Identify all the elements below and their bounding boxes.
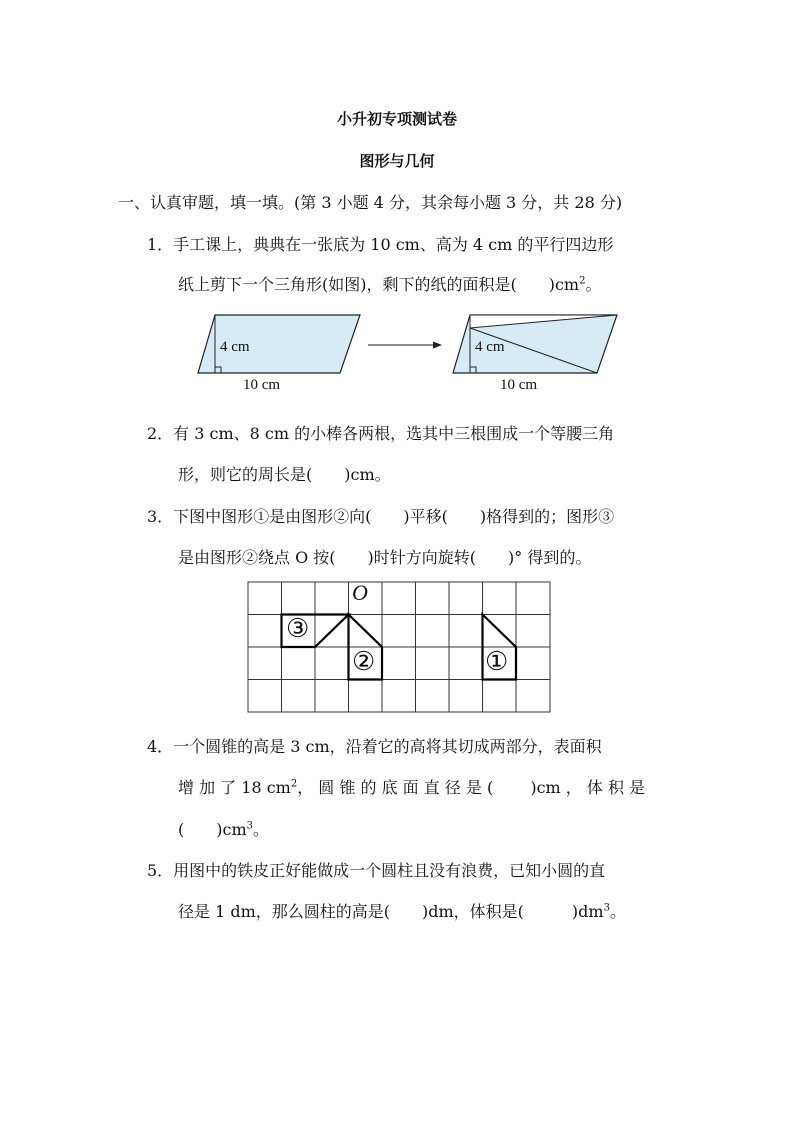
- base-label-right: 10 cm: [500, 377, 538, 393]
- figure-grid: [246, 580, 552, 714]
- question-2-line-2: 形，则它的周长是( )cm。: [178, 465, 391, 484]
- question-4-line-3: ( )$cm^3$。: [178, 820, 270, 839]
- page-title: 小升初专项测试卷: [336, 110, 457, 128]
- height-label-right: 4 cm: [475, 339, 505, 355]
- question-4-line-2: 增 加 了 18 $cm^2$， 圆 锥 的 底 面 直 径 是 ( )cm ， 体 积 是: [178, 778, 646, 797]
- shape-1-label: ①: [485, 647, 509, 676]
- question-5-line-2: 径是 1 dm，那么圆柱的高是( )dm，体积是( )$dm^3$。: [178, 902, 626, 921]
- base-label-left: 10 cm: [243, 377, 281, 393]
- page-subtitle: 图形与几何: [359, 152, 435, 170]
- question-3-line-1: 3．下图中图形①是由图形②向( )平移( )格得到的；图形③: [147, 507, 615, 526]
- height-label-left: 4 cm: [220, 339, 250, 355]
- question-2-line-1: 2．有 3 cm、8 cm 的小棒各两根，选其中三根围成一个等腰三角: [147, 424, 615, 443]
- question-1-line-2: 纸上剪下一个三角形(如图)，剩下的纸的面积是( )$cm^2$。: [178, 275, 602, 294]
- shape-3-label: ③: [286, 614, 310, 643]
- question-4-line-1: 4．一个圆锥的高是 3 cm，沿着它的高将其切成两部分，表面积: [147, 737, 602, 756]
- shape-2-label: ②: [352, 647, 376, 676]
- section-heading: 一、认真审题，填一填。(第 3 小题 4 分，其余每小题 3 分，共 28 分): [118, 193, 623, 212]
- question-1-line-1: 1．手工课上，典典在一张底为 10 cm、高为 4 cm 的平行四边形: [147, 235, 614, 254]
- question-3-line-2: 是由图形②绕点 O 按( )时针方向旋转( )° 得到的。: [178, 548, 592, 567]
- question-5-line-1: 5．用图中的铁皮正好能做成一个圆柱且没有浪费，已知小圆的直: [147, 861, 606, 880]
- point-o-label: O: [352, 580, 368, 605]
- figure-parallelogram: [190, 305, 630, 400]
